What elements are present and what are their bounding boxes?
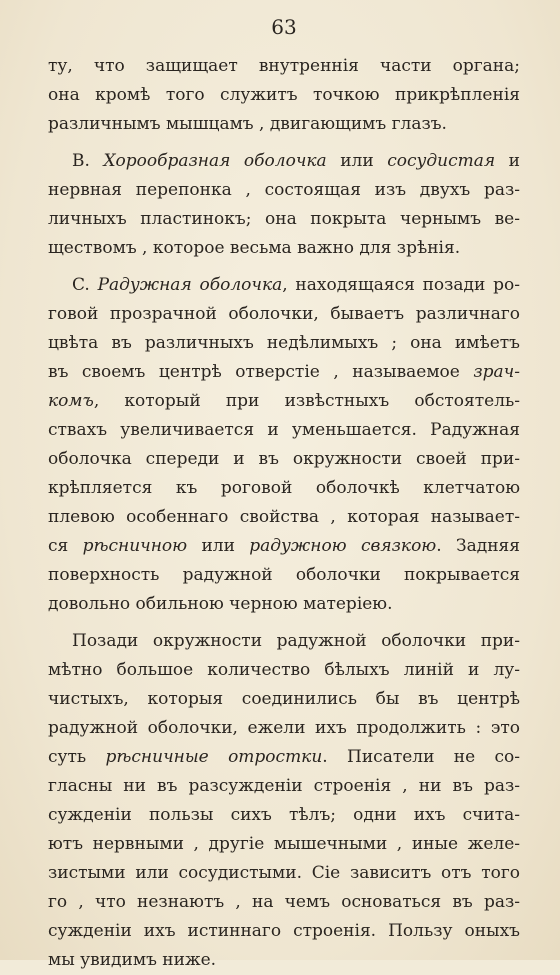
- italic-term: зрач-: [473, 362, 520, 382]
- text-line: [48, 656, 520, 685]
- text-span: B.: [72, 151, 104, 171]
- text-span: въ своемъ центрѣ отверстіе , называемое: [48, 362, 474, 382]
- text-span: сужденіи ихъ истиннаго строенія. Пользу оныхъ: [48, 921, 520, 941]
- text-span: крѣпляется къ роговой оболочкѣ клетчатою: [48, 478, 520, 498]
- text-line: [48, 147, 520, 176]
- text-span: или: [187, 536, 250, 556]
- text-span: довольно обильною черною матеріею.: [48, 594, 393, 614]
- text-line: [48, 234, 520, 263]
- text-line: [48, 859, 520, 888]
- italic-term: комъ: [48, 391, 94, 411]
- text-span: ствахъ увеличивается и уменьшается. Радужная: [48, 420, 520, 440]
- text-line: [48, 532, 520, 561]
- text-span: мѣтно большое количество бѣлыхъ линій и лу-: [48, 660, 520, 680]
- text-span: поверхность радужной оболочки покрывается: [48, 565, 520, 585]
- text-line: [48, 830, 520, 859]
- text-span: она кромѣ того служитъ точкою прикрѣпленія: [48, 85, 520, 105]
- text-line: [48, 205, 520, 234]
- text-span: зистыми или сосудистыми. Сіе зависитъ отъ того: [48, 863, 520, 883]
- page-number: 63: [271, 15, 297, 39]
- text-line: [48, 271, 520, 300]
- text-line: [48, 743, 520, 772]
- text-span: Позади окружности радужной оболочки при-: [72, 631, 520, 651]
- text-span: личныхъ пластинокъ; она покрыта чернымъ ве-: [48, 209, 520, 229]
- text-span: чистыхъ, которыя соединились бы въ центрѣ: [48, 689, 520, 709]
- text-span: оболочка спереди и въ окружности своей при-: [48, 449, 520, 469]
- text-span: ту, что защищает внутреннія части органа;: [48, 56, 520, 76]
- text-span: , который при извѣстныхъ обстоятель-: [93, 391, 520, 411]
- text-line: [48, 561, 520, 590]
- text-span: го , что незнаютъ , на чемъ основаться въ раз-: [48, 892, 520, 912]
- text-span: различнымъ мышцамъ , двигающимъ глазъ.: [48, 114, 447, 134]
- italic-term: рѣсничные отростки: [105, 747, 323, 767]
- text-span: нервная перепонка , состоящая изъ двухъ раз-: [48, 180, 520, 200]
- italic-term: Радужная оболочка: [97, 275, 283, 295]
- text-line: [48, 176, 520, 205]
- text-line: [48, 772, 520, 801]
- text-span: говой прозрачной оболочки, бываетъ различнаго: [48, 304, 520, 324]
- italic-term: рѣсничною: [82, 536, 188, 556]
- text-line: [48, 801, 520, 830]
- text-span: , находящаяся позади ро-: [282, 275, 520, 295]
- italic-term: радужною связкою: [249, 536, 437, 556]
- text-line: [48, 358, 520, 387]
- text-span: . Писатели не со-: [322, 747, 520, 767]
- text-line: [48, 888, 520, 917]
- text-line: [48, 387, 520, 416]
- text-line: [48, 627, 520, 656]
- text-span: сужденіи пользы сихъ тѣлъ; одни ихъ считa-: [48, 805, 520, 825]
- text-line: [48, 110, 520, 139]
- text-span: ютъ нервными , другіе мышечными , иные желе-: [48, 834, 520, 854]
- text-line: [48, 946, 520, 975]
- text-span: суть: [48, 747, 106, 767]
- text-line: [48, 474, 520, 503]
- text-span: C.: [72, 275, 98, 295]
- text-line: [48, 300, 520, 329]
- text-line: [48, 416, 520, 445]
- italic-term: Хорообразная оболочка: [103, 151, 327, 171]
- text-span: ществомъ , которое весьма важно для зрѣнія.: [48, 238, 461, 258]
- text-span: цвѣта въ различныхъ недѣлимыхъ ; она имѣетъ: [48, 333, 520, 353]
- text-span: и: [495, 151, 520, 171]
- text-line: [48, 81, 520, 110]
- text-line: [48, 917, 520, 946]
- text-line: [48, 714, 520, 743]
- text-span: плевою особеннаго свойства , которая называет-: [48, 507, 520, 527]
- paragraph: [48, 271, 520, 619]
- text-line: [48, 590, 520, 619]
- text-span: ся: [48, 536, 83, 556]
- text-span: мы увидимъ ниже.: [48, 950, 217, 970]
- text-line: [48, 445, 520, 474]
- text-span: радужной оболочки, ежели ихъ продолжить : это: [48, 718, 520, 738]
- text-span: гласны ни въ разсужденіи строенія , ни въ раз-: [48, 776, 520, 796]
- text-line: [48, 52, 520, 81]
- paragraph: [48, 627, 520, 975]
- paragraph: [48, 147, 520, 263]
- text-span: или: [326, 151, 388, 171]
- text-line: [48, 503, 520, 532]
- text-body: [48, 52, 520, 975]
- text-line: [48, 329, 520, 358]
- text-line: [48, 685, 520, 714]
- text-span: . Задняя: [436, 536, 520, 556]
- paragraph: [48, 52, 520, 139]
- italic-term: сосудистая: [387, 151, 496, 171]
